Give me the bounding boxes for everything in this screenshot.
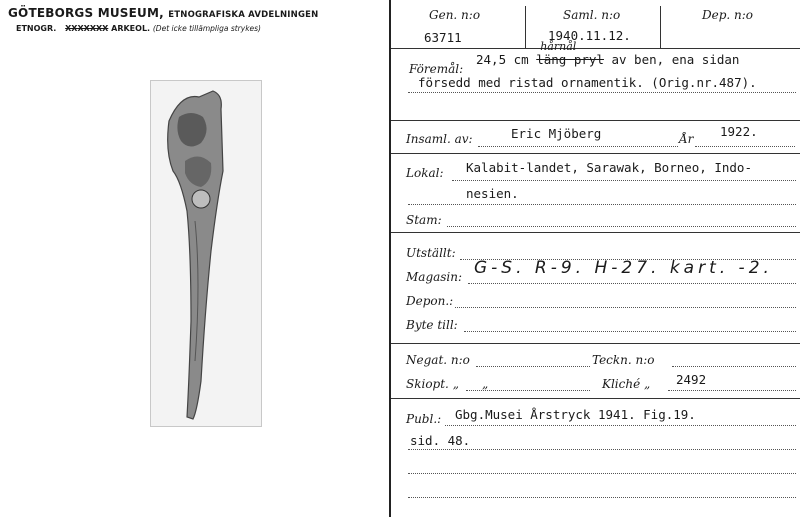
dotted-rule [466,390,590,391]
foremal-struck: läng pryl [536,52,604,67]
dotted-rule [668,390,796,391]
museum-header [8,6,318,20]
publ-line1: Gbg.Musei Årstryck 1941. Fig.19. [455,407,696,422]
dotted-rule [452,180,796,181]
row-divider [391,153,800,154]
byte-label: Byte till: [406,318,458,332]
saml-label: Saml. n:o [563,8,621,22]
gen-value: 63711 [424,30,462,45]
skiopt-mark: „ [482,377,489,391]
foremal-inserted: hårnål [540,40,577,53]
struck-text: XXXXXXX [65,24,109,33]
column-separator-2 [660,6,661,48]
dotted-rule [464,331,796,332]
department-name: ETNOGRAFISKA AVDELNINGEN [168,10,319,20]
row-divider [391,232,800,233]
dep-label: Dep. n:o [702,8,754,22]
hairpin-image [151,81,261,426]
kliche-value: 2492 [676,372,707,387]
dotted-rule [408,497,796,498]
dotted-rule [468,283,796,284]
foremal-length: 24,5 cm [476,52,529,67]
category-line [16,24,261,33]
lokal-label: Lokal: [406,166,444,180]
dotted-rule [455,307,796,308]
publ-label: Publ.: [406,412,442,426]
utstallt-label: Utställt: [406,246,456,260]
row-divider-top [391,48,800,49]
applicability-note: (Det icke tillämpliga strykes) [152,24,261,33]
card-left-rule [389,0,391,517]
dotted-rule [695,146,795,147]
foremal-line1 [476,40,740,67]
dotted-rule [408,473,796,474]
insaml-value: Eric Mjöberg [511,126,602,141]
foremal-line2: försedd med ristad ornamentik. (Orig.nr.487). [418,75,757,90]
magasin-label: Magasin: [406,270,463,284]
column-separator-1 [525,6,526,48]
dotted-rule [447,226,796,227]
negat-label: Negat. n:o [406,353,470,367]
lokal-line1: Kalabit-landet, Sarawak, Borneo, Indo- [466,160,752,175]
magasin-value: G-S. R-9. H-27. kart. -2. [474,258,773,278]
depon-label: Depon.: [406,294,454,308]
dotted-rule [408,92,796,93]
skiopt-label: Skiopt. „ [406,377,459,391]
ar-value: 1922. [720,124,758,139]
kliche-label: Kliché „ [602,377,651,391]
foremal-label: Föremål: [409,62,464,76]
object-photo [150,80,262,427]
dotted-rule [672,366,796,367]
foremal-rest: av ben, ena sidan [611,52,740,67]
lokal-line2: nesien. [466,186,519,201]
museum-name: GÖTEBORGS MUSEUM, [8,6,164,20]
dotted-rule [476,366,590,367]
stam-label: Stam: [406,213,442,227]
dotted-rule [445,425,796,426]
publ-line2: sid. 48. [410,433,471,448]
gen-label: Gen. n:o [429,8,481,22]
teckn-label: Teckn. n:o [592,353,655,367]
row-divider [391,398,800,399]
ar-label: År [679,132,694,146]
dotted-rule [408,449,796,450]
row-divider [391,343,800,344]
saml-value: 1940.11.12. [548,28,631,43]
dotted-rule [408,204,796,205]
row-divider [391,120,800,121]
etnogr-label: ETNOGR. [16,24,57,33]
insaml-label: Insaml. av: [406,132,473,146]
dotted-rule [478,146,678,147]
arkeol-label: ARKEOL. [111,24,151,33]
